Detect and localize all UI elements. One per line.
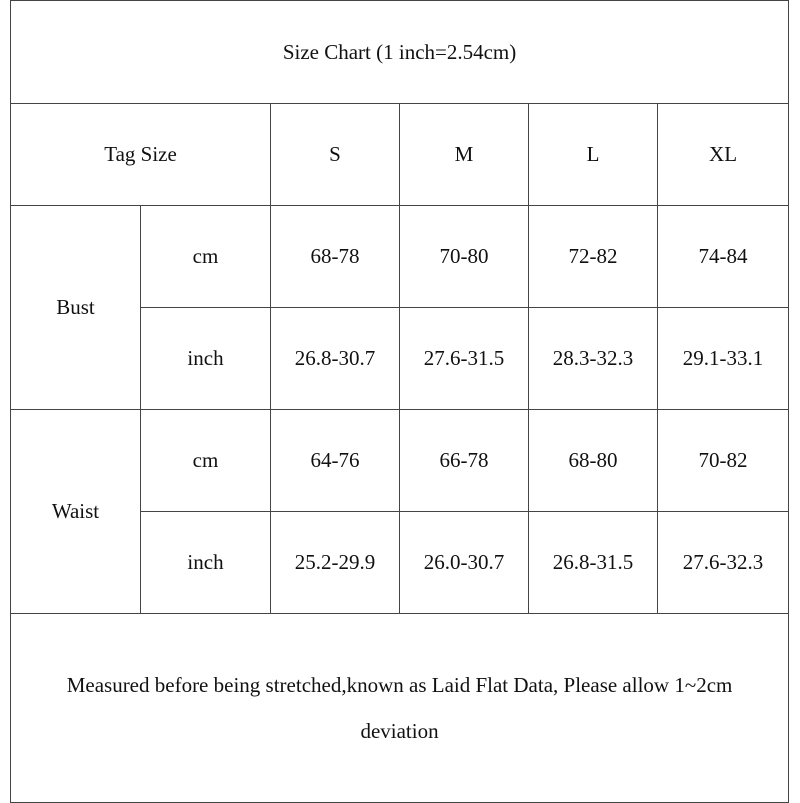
table-cell: 74-84 <box>658 206 789 308</box>
unit-label: inch <box>141 308 271 410</box>
size-chart-table <box>10 0 789 803</box>
table-cell: 70-80 <box>400 206 529 308</box>
table-cell: 70-82 <box>658 410 789 512</box>
unit-label: cm <box>141 410 271 512</box>
table-cell: 66-78 <box>400 410 529 512</box>
size-header-s: S <box>271 104 400 206</box>
measurement-note <box>11 614 789 803</box>
measurement-label-bust: Bust <box>11 206 141 410</box>
table-cell: 27.6-31.5 <box>400 308 529 410</box>
table-row <box>11 206 789 308</box>
measurement-label-waist: Waist <box>11 410 141 614</box>
table-cell: 27.6-32.3 <box>658 512 789 614</box>
size-header-l: L <box>529 104 658 206</box>
header-row <box>11 104 789 206</box>
table-cell: 64-76 <box>271 410 400 512</box>
table-cell: 68-78 <box>271 206 400 308</box>
table-cell: 72-82 <box>529 206 658 308</box>
table-cell: 29.1-33.1 <box>658 308 789 410</box>
unit-label: inch <box>141 512 271 614</box>
unit-label: cm <box>141 206 271 308</box>
size-header-xl: XL <box>658 104 789 206</box>
table-cell: 26.8-31.5 <box>529 512 658 614</box>
size-header-m: M <box>400 104 529 206</box>
title-row <box>11 1 789 104</box>
note-line-2: deviation <box>360 719 439 743</box>
chart-title: Size Chart (1 inch=2.54cm) <box>11 1 789 104</box>
table-cell: 25.2-29.9 <box>271 512 400 614</box>
tag-size-label: Tag Size <box>11 104 271 206</box>
table-cell: 28.3-32.3 <box>529 308 658 410</box>
table-row <box>11 410 789 512</box>
note-line-1: Measured before being stretched,known as Laid Flat Data, Please allow 1~2cm <box>66 673 733 697</box>
table-cell: 26.0-30.7 <box>400 512 529 614</box>
table-cell: 68-80 <box>529 410 658 512</box>
note-row <box>11 614 789 803</box>
table-cell: 26.8-30.7 <box>271 308 400 410</box>
